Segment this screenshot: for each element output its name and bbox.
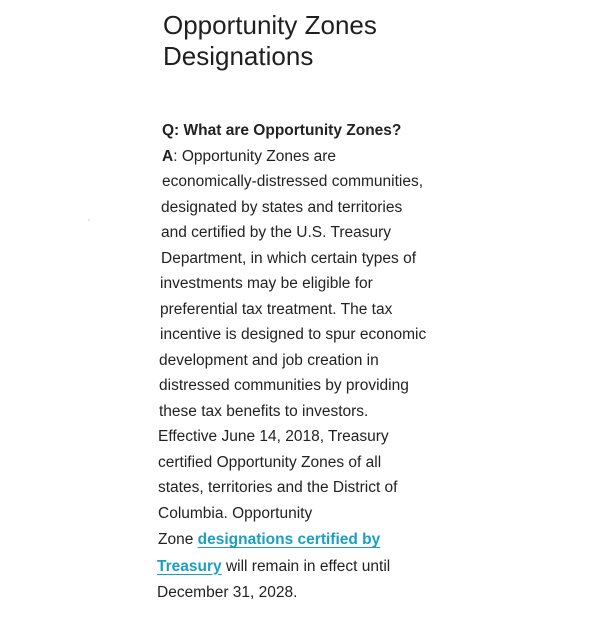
answer-line: distressed communities by providing [159, 377, 409, 394]
page-title-line-2: Designations [163, 41, 314, 71]
answer-line: these tax benefits to investors. [159, 402, 369, 420]
answer-line: Columbia. Opportunity [158, 504, 313, 522]
answer-line: states, territories and the District of [158, 479, 398, 496]
answer-line: investments may be eligible for [160, 275, 373, 292]
answer-line: economically-distressed communities, [162, 173, 424, 190]
page-title-line-1: Opportunity Zones [163, 10, 377, 40]
answer-line: and certified by the U.S. Treasury [161, 224, 392, 241]
answer-line: December 31, 2028. [157, 584, 298, 601]
designations-link-continued[interactable]: Treasury [157, 557, 222, 575]
faq-question: Q: What are Opportunity Zones? [162, 122, 402, 139]
answer-text: : Opportunity Zones are [173, 147, 337, 165]
answer-line: designated by states and territories [161, 198, 403, 216]
answer-line [157, 554, 458, 580]
faq-section [158, 118, 458, 606]
answer-line: certified Opportunity Zones of all [158, 453, 382, 471]
page-title [163, 10, 463, 72]
answer-line: preferential tax treatment. The tax [160, 300, 393, 318]
answer-line: Department, in which certain types of [161, 249, 417, 267]
after-link-text: will remain in effect until [221, 557, 391, 575]
answer-prefix: A [162, 147, 174, 165]
answer-line: Effective June 14, 2018, Treasury [158, 428, 389, 445]
link-prefix: Zone [158, 531, 198, 548]
designations-link[interactable]: designations certified by [197, 531, 381, 548]
answer-line: development and job creation in [159, 351, 379, 369]
answer-line [162, 144, 458, 170]
faint-mark [88, 219, 90, 221]
answer-line [158, 527, 458, 553]
answer-line: incentive is designed to spur economic [160, 326, 427, 343]
